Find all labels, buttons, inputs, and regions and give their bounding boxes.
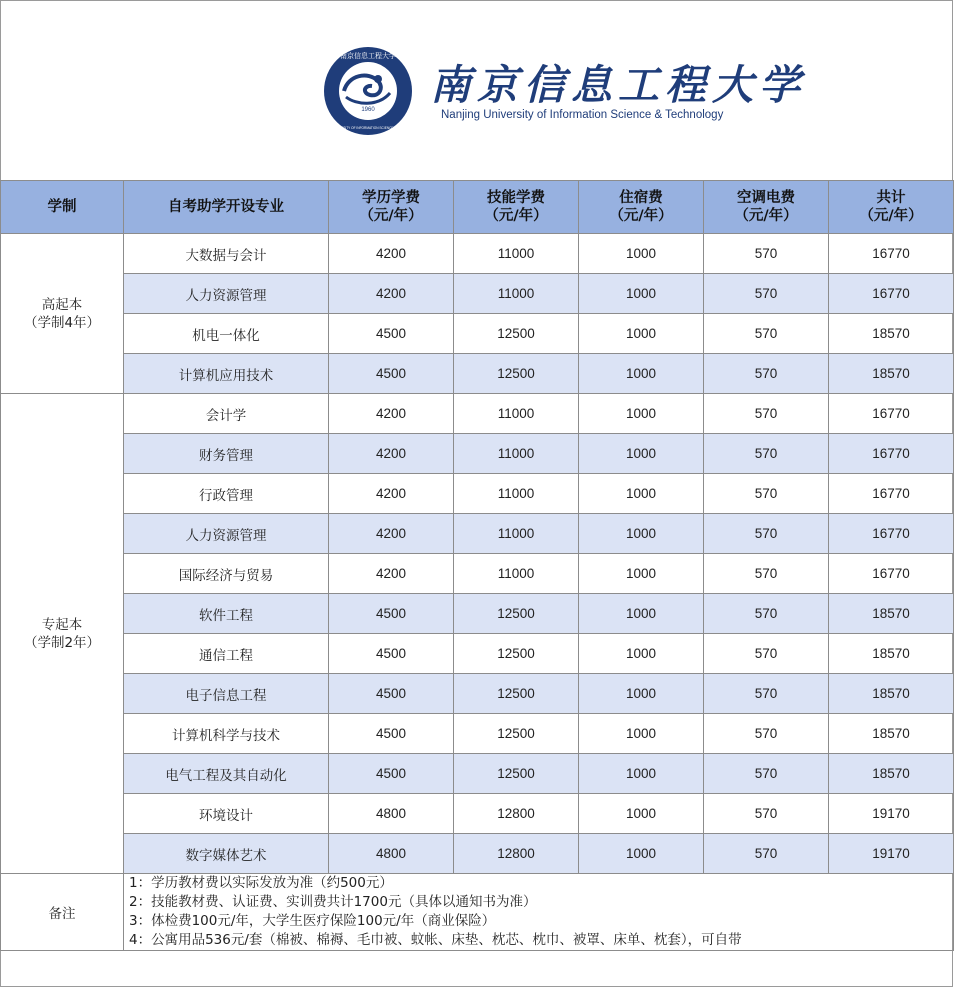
dorm-fee-cell: 1000 — [579, 314, 704, 354]
skill-fee-cell: 11000 — [454, 434, 579, 474]
table-header-row — [1, 181, 954, 234]
program-duration: （学制4年） — [23, 314, 101, 331]
total-cell: 16770 — [829, 394, 954, 434]
skill-fee-cell: 11000 — [454, 514, 579, 554]
dorm-fee-cell: 1000 — [579, 594, 704, 634]
column-header — [704, 181, 829, 234]
seal-year: 1960 — [361, 107, 375, 113]
total-cell: 19170 — [829, 834, 954, 874]
major-cell: 国际经济与贸易 — [124, 554, 329, 594]
tuition-cell: 4200 — [329, 274, 454, 314]
program-type-cell — [1, 394, 124, 874]
tuition-cell: 4200 — [329, 514, 454, 554]
total-cell: 18570 — [829, 634, 954, 674]
total-cell: 18570 — [829, 754, 954, 794]
ac-fee-cell: 570 — [704, 634, 829, 674]
ac-fee-cell: 570 — [704, 474, 829, 514]
fee-table — [0, 180, 954, 951]
dorm-fee-cell: 1000 — [579, 754, 704, 794]
program-type-cell — [1, 234, 124, 394]
major-cell: 软件工程 — [124, 594, 329, 634]
ac-fee-cell: 570 — [704, 514, 829, 554]
table-row — [1, 554, 954, 594]
seal-en-text: NANJING UNIVERSITY OF INFORMATION SCIENCE & TECHNOLOGY — [316, 126, 420, 130]
major-cell: 计算机科学与技术 — [124, 714, 329, 754]
table-row — [1, 314, 954, 354]
notes-row — [1, 874, 954, 951]
table-row — [1, 834, 954, 874]
major-cell: 电子信息工程 — [124, 674, 329, 714]
major-cell: 通信工程 — [124, 634, 329, 674]
note-line: 4：公寓用品536元/套（棉被、棉褥、毛巾被、蚊帐、床垫、枕芯、枕巾、被罩、床单、枕套），可自带 — [129, 932, 742, 948]
skill-fee-cell: 12800 — [454, 794, 579, 834]
ac-fee-cell: 570 — [704, 274, 829, 314]
major-cell: 环境设计 — [124, 794, 329, 834]
column-header-unit: （元/年） — [609, 208, 673, 224]
note-line: 2：技能教材费、认证费、实训费共计1700元（具体以通知书为准） — [129, 894, 537, 910]
table-row — [1, 434, 954, 474]
dorm-fee-cell: 1000 — [579, 834, 704, 874]
dorm-fee-cell: 1000 — [579, 794, 704, 834]
dorm-fee-cell: 1000 — [579, 234, 704, 274]
table-row — [1, 794, 954, 834]
total-cell: 16770 — [829, 474, 954, 514]
column-header — [124, 181, 329, 234]
tuition-cell: 4200 — [329, 474, 454, 514]
skill-fee-cell: 12800 — [454, 834, 579, 874]
tuition-cell: 4200 — [329, 394, 454, 434]
ac-fee-cell: 570 — [704, 594, 829, 634]
total-cell: 16770 — [829, 514, 954, 554]
column-header — [329, 181, 454, 234]
university-name-en: Nanjing University of Information Science & Technology — [441, 109, 724, 121]
tuition-cell: 4800 — [329, 834, 454, 874]
table-row — [1, 594, 954, 634]
major-cell: 数字媒体艺术 — [124, 834, 329, 874]
table-row — [1, 274, 954, 314]
skill-fee-cell: 11000 — [454, 274, 579, 314]
column-header-label: 共计 — [876, 190, 906, 206]
table-row — [1, 234, 954, 274]
skill-fee-cell: 11000 — [454, 394, 579, 434]
column-header — [829, 181, 954, 234]
major-cell: 人力资源管理 — [124, 514, 329, 554]
table-row — [1, 674, 954, 714]
column-header-unit: （元/年） — [859, 208, 923, 224]
tuition-cell: 4500 — [329, 714, 454, 754]
seal-text: 南京信息工程大学 — [340, 52, 396, 60]
skill-fee-cell: 12500 — [454, 714, 579, 754]
university-header — [0, 0, 953, 180]
total-cell: 19170 — [829, 794, 954, 834]
dorm-fee-cell: 1000 — [579, 514, 704, 554]
tuition-cell: 4500 — [329, 674, 454, 714]
ac-fee-cell: 570 — [704, 794, 829, 834]
column-header — [579, 181, 704, 234]
skill-fee-cell: 12500 — [454, 354, 579, 394]
dorm-fee-cell: 1000 — [579, 354, 704, 394]
table-row — [1, 634, 954, 674]
skill-fee-cell: 11000 — [454, 234, 579, 274]
university-seal-logo — [316, 45, 420, 137]
university-name-cn: 南京信息工程大学 — [430, 61, 806, 109]
column-header-label: 自考助学开设专业 — [168, 199, 284, 215]
dorm-fee-cell: 1000 — [579, 674, 704, 714]
skill-fee-cell: 11000 — [454, 474, 579, 514]
ac-fee-cell: 570 — [704, 434, 829, 474]
ac-fee-cell: 570 — [704, 554, 829, 594]
column-header-label: 技能学费 — [487, 190, 545, 206]
total-cell: 16770 — [829, 274, 954, 314]
ac-fee-cell: 570 — [704, 714, 829, 754]
total-cell: 18570 — [829, 594, 954, 634]
major-cell: 计算机应用技术 — [124, 354, 329, 394]
total-cell: 16770 — [829, 234, 954, 274]
column-header-unit: （元/年） — [734, 208, 798, 224]
tuition-cell: 4800 — [329, 794, 454, 834]
dorm-fee-cell: 1000 — [579, 274, 704, 314]
tuition-cell: 4200 — [329, 554, 454, 594]
column-header-label: 学历学费 — [362, 190, 420, 206]
dorm-fee-cell: 1000 — [579, 634, 704, 674]
skill-fee-cell: 12500 — [454, 594, 579, 634]
skill-fee-cell: 12500 — [454, 634, 579, 674]
tuition-cell: 4500 — [329, 314, 454, 354]
column-header-label: 空调电费 — [737, 190, 795, 206]
dorm-fee-cell: 1000 — [579, 434, 704, 474]
ac-fee-cell: 570 — [704, 754, 829, 794]
column-header-unit: （元/年） — [359, 208, 423, 224]
column-header-label: 住宿费 — [619, 190, 663, 206]
ac-fee-cell: 570 — [704, 834, 829, 874]
note-line: 1：学历教材费以实际发放为准（约500元） — [129, 875, 393, 891]
table-row — [1, 514, 954, 554]
tuition-cell: 4200 — [329, 434, 454, 474]
program-duration: （学制2年） — [23, 634, 101, 651]
table-row — [1, 474, 954, 514]
skill-fee-cell: 11000 — [454, 554, 579, 594]
tuition-cell: 4500 — [329, 754, 454, 794]
major-cell: 机电一体化 — [124, 314, 329, 354]
ac-fee-cell: 570 — [704, 314, 829, 354]
major-cell: 会计学 — [124, 394, 329, 434]
dorm-fee-cell: 1000 — [579, 554, 704, 594]
total-cell: 18570 — [829, 674, 954, 714]
major-cell: 财务管理 — [124, 434, 329, 474]
dorm-fee-cell: 1000 — [579, 714, 704, 754]
tuition-cell: 4500 — [329, 634, 454, 674]
program-type-name: 高起本 — [41, 296, 83, 313]
ac-fee-cell: 570 — [704, 234, 829, 274]
notes-label: 备注 — [1, 874, 124, 951]
ac-fee-cell: 570 — [704, 394, 829, 434]
tuition-cell: 4500 — [329, 354, 454, 394]
skill-fee-cell: 12500 — [454, 314, 579, 354]
total-cell: 18570 — [829, 714, 954, 754]
note-line: 3：体检费100元/年，大学生医疗保险100元/年（商业保险） — [129, 913, 496, 929]
major-cell: 大数据与会计 — [124, 234, 329, 274]
major-cell: 电气工程及其自动化 — [124, 754, 329, 794]
column-header-label: 学制 — [47, 199, 77, 215]
tuition-cell: 4200 — [329, 234, 454, 274]
total-cell: 16770 — [829, 554, 954, 594]
major-cell: 人力资源管理 — [124, 274, 329, 314]
table-row — [1, 714, 954, 754]
dorm-fee-cell: 1000 — [579, 394, 704, 434]
skill-fee-cell: 12500 — [454, 754, 579, 794]
ac-fee-cell: 570 — [704, 674, 829, 714]
total-cell: 18570 — [829, 314, 954, 354]
dorm-fee-cell: 1000 — [579, 474, 704, 514]
table-row — [1, 754, 954, 794]
program-type-name: 专起本 — [41, 616, 83, 633]
table-row — [1, 354, 954, 394]
column-header — [454, 181, 579, 234]
tuition-cell: 4500 — [329, 594, 454, 634]
table-row — [1, 394, 954, 434]
skill-fee-cell: 12500 — [454, 674, 579, 714]
notes-content — [124, 874, 954, 951]
major-cell: 行政管理 — [124, 474, 329, 514]
total-cell: 16770 — [829, 434, 954, 474]
ac-fee-cell: 570 — [704, 354, 829, 394]
total-cell: 18570 — [829, 354, 954, 394]
column-header — [1, 181, 124, 234]
column-header-unit: （元/年） — [484, 208, 548, 224]
